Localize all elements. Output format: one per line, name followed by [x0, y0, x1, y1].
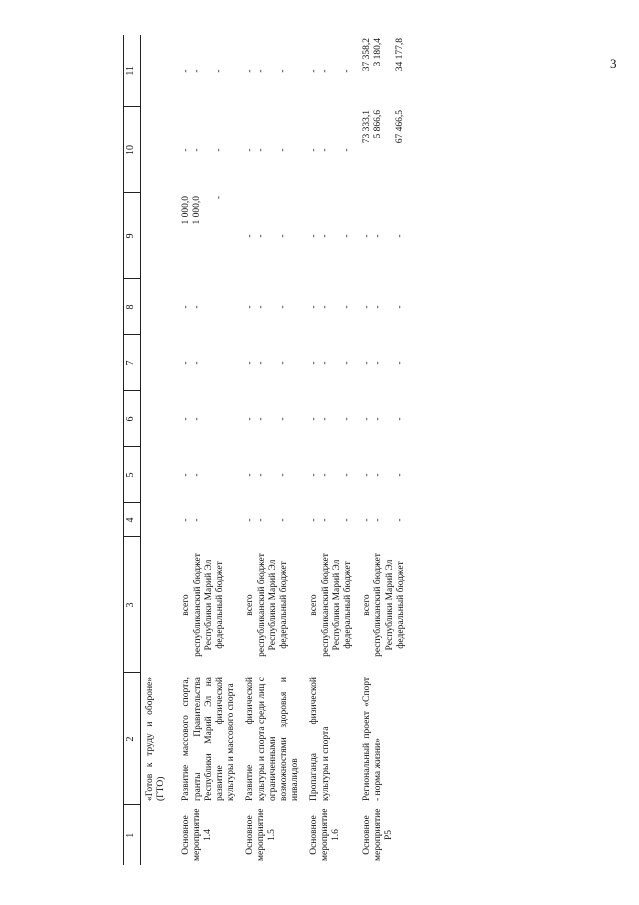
- col-number: 8: [124, 279, 141, 335]
- column-number-row: [124, 35, 141, 865]
- event-code: Основное мероприятие 1.5: [245, 808, 278, 861]
- cell-c5: - -: [181, 473, 203, 477]
- cell-c4: - -: [181, 518, 203, 522]
- col-number: 7: [124, 335, 141, 391]
- cell-c9: - - -: [309, 234, 353, 238]
- table-row: [303, 35, 356, 865]
- col-number: 11: [124, 35, 141, 107]
- event-code: Основное мероприятие 1.4: [181, 808, 214, 861]
- funding-sources: всего республиканский бюджет Республики Марий Эл федеральный бюджет: [362, 553, 406, 657]
- col-number: 1: [124, 805, 141, 865]
- table-row: [175, 35, 239, 865]
- lead-row: [141, 35, 176, 865]
- table-row: [356, 35, 409, 865]
- cell-c4: - - -: [309, 518, 353, 522]
- cell-c8: - - -: [362, 305, 406, 309]
- cell-c5: - - -: [362, 473, 406, 477]
- cell-c8: - - -: [309, 305, 353, 309]
- funding-sources: всего республиканский бюджет Республики Марий Эл федеральный бюджет: [309, 553, 354, 657]
- col-number: 5: [124, 447, 141, 503]
- cell-c10: - - -: [309, 148, 353, 152]
- cell-c6: - -: [181, 417, 203, 421]
- event-code: Основное мероприятие Р5: [362, 808, 395, 861]
- lead-text: «Готов к труду и обороне» (ГТО): [145, 677, 167, 801]
- cell-c8: - - -: [245, 305, 289, 309]
- col-number: 9: [124, 193, 141, 279]
- page-number: 3: [610, 56, 617, 71]
- cell-c4: - - -: [362, 518, 406, 522]
- cell-c5: - - -: [309, 473, 353, 477]
- event-name: Региональный проект «Спорт - норма жизни»: [362, 677, 384, 801]
- cell-c9: - - -: [362, 234, 406, 238]
- event-code: Основное мероприятие 1.6: [309, 808, 342, 861]
- cell-c11: 37 358,2 3 180,4 34 177,8: [362, 38, 406, 72]
- cell-c7: - - -: [245, 361, 289, 365]
- col-number: 6: [124, 391, 141, 447]
- cell-c6: - - -: [362, 417, 406, 421]
- cell-c7: - - -: [309, 361, 353, 365]
- cell-c6: - - -: [309, 417, 353, 421]
- cell-c11: - - -: [309, 69, 353, 73]
- col-number: 10: [124, 107, 141, 193]
- cell-c9: - - -: [245, 234, 289, 238]
- funding-sources: всего республиканский бюджет Республики Марий Эл федеральный бюджет: [245, 553, 290, 657]
- event-name: Развитие массового спорта, гранты Правительства Республики Марий Эл на развитие физической культуры и массового спорта: [181, 677, 237, 801]
- cell-c6: - - -: [245, 417, 289, 421]
- cell-c4: - - -: [245, 518, 289, 522]
- col-number: 2: [124, 673, 141, 805]
- event-name: Развитие физической культуры и спорта среди лиц с ограниченными возможностями здоровья и инвалидов: [245, 677, 301, 801]
- cell-c10: 73 333,1 5 866,6 67 466,5: [362, 110, 406, 144]
- cell-c9: 1 000,0 1 000,0 -: [181, 196, 225, 225]
- cell-c7: - - -: [362, 361, 406, 365]
- funding-sources: всего республиканский бюджет Республики Марий Эл федеральный бюджет: [181, 553, 226, 657]
- landscape-page: [123, 35, 623, 865]
- col-number: 4: [124, 503, 141, 537]
- budget-table: [123, 35, 409, 865]
- cell-c10: - - -: [181, 148, 225, 152]
- cell-c7: - -: [181, 361, 203, 365]
- event-name: Пропаганда физической культуры и спорта: [309, 677, 331, 801]
- table-row: [239, 35, 303, 865]
- cell-c8: - -: [181, 305, 203, 309]
- col-number: 3: [124, 537, 141, 673]
- cell-c10: - - -: [245, 148, 289, 152]
- cell-c5: - - -: [245, 473, 289, 477]
- cell-c11: - - -: [181, 69, 225, 73]
- cell-c11: - - -: [245, 69, 289, 73]
